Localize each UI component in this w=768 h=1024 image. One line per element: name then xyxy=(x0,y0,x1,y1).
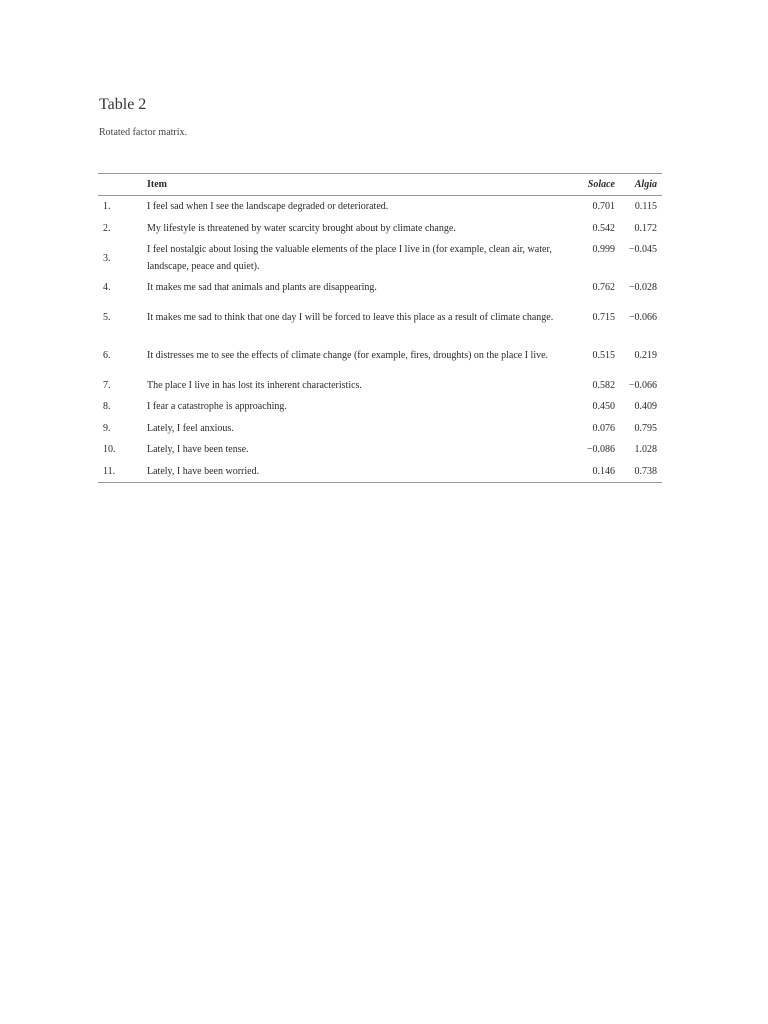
row-item: Lately, I have been worried. xyxy=(147,465,260,477)
table-row xyxy=(98,299,662,337)
row-number: 10. xyxy=(103,444,116,456)
row-solace: 0.146 xyxy=(592,465,615,477)
row-solace: 0.715 xyxy=(592,312,615,323)
row-algia: 0.115 xyxy=(634,201,657,213)
row-algia: 0.795 xyxy=(634,422,657,434)
table-row xyxy=(98,396,662,418)
table-row xyxy=(98,337,662,375)
row-algia: 0.219 xyxy=(634,350,657,361)
header-item: Item xyxy=(147,179,167,190)
table-row xyxy=(98,239,662,277)
table-header-row xyxy=(98,174,662,196)
table-row xyxy=(98,277,662,299)
row-solace: 0.542 xyxy=(592,222,615,234)
row-number: 4. xyxy=(103,282,111,294)
table-row xyxy=(98,418,662,440)
row-item: It makes me sad to think that one day I will be forced to leave this place as a result of climate change. xyxy=(147,312,554,323)
row-number: 5. xyxy=(103,312,111,323)
row-algia: 0.409 xyxy=(634,401,657,413)
row-number: 3. xyxy=(103,252,111,264)
row-number: 8. xyxy=(103,401,111,413)
row-algia: −0.066 xyxy=(628,312,657,323)
row-item: It makes me sad that animals and plants are disappearing. xyxy=(147,282,377,294)
table-title: Table 2 xyxy=(99,96,147,113)
row-algia: −0.066 xyxy=(628,379,657,391)
factor-matrix-table xyxy=(98,173,662,483)
header-solace: Solace xyxy=(587,179,615,190)
row-number: 7. xyxy=(103,379,111,391)
table-row xyxy=(98,196,662,218)
row-solace: −0.086 xyxy=(586,444,615,456)
table-row xyxy=(98,375,662,397)
header-algia: Algia xyxy=(634,179,657,190)
row-number: 2. xyxy=(103,222,111,234)
row-item: I fear a catastrophe is approaching. xyxy=(147,401,287,413)
row-item: I feel sad when I see the landscape degraded or deteriorated. xyxy=(147,201,389,213)
row-solace: 0.515 xyxy=(592,350,615,361)
row-algia: −0.045 xyxy=(628,244,657,255)
row-item: Lately, I feel anxious. xyxy=(147,422,234,434)
row-number: 6. xyxy=(103,350,111,361)
row-algia: 0.172 xyxy=(634,222,657,234)
row-item: It distresses me to see the effects of climate change (for example, fires, droughts) on the place I live. xyxy=(147,350,549,361)
row-algia: −0.028 xyxy=(628,282,657,294)
row-item: Lately, I have been tense. xyxy=(147,444,249,456)
table-row xyxy=(98,439,662,461)
row-number: 11. xyxy=(103,465,116,477)
row-number: 1. xyxy=(103,201,111,213)
row-item: My lifestyle is threatened by water scarcity brought about by climate change. xyxy=(147,222,456,234)
row-solace: 0.701 xyxy=(592,201,615,213)
row-algia: 0.738 xyxy=(634,465,657,477)
row-algia: 1.028 xyxy=(634,444,657,456)
row-solace: 0.999 xyxy=(592,244,615,255)
table-row xyxy=(98,218,662,240)
row-solace: 0.582 xyxy=(592,379,615,391)
row-number: 9. xyxy=(103,422,111,434)
row-item: I feel nostalgic about losing the valuable elements of the place I live in (for example, clean air, water, landscape, peace and quiet). xyxy=(147,244,552,272)
row-solace: 0.762 xyxy=(592,282,615,294)
row-solace: 0.450 xyxy=(592,401,615,413)
table-caption: Rotated factor matrix. xyxy=(99,127,188,138)
row-solace: 0.076 xyxy=(592,422,615,434)
table-row xyxy=(98,461,662,483)
row-item: The place I live in has lost its inherent characteristics. xyxy=(147,379,362,391)
